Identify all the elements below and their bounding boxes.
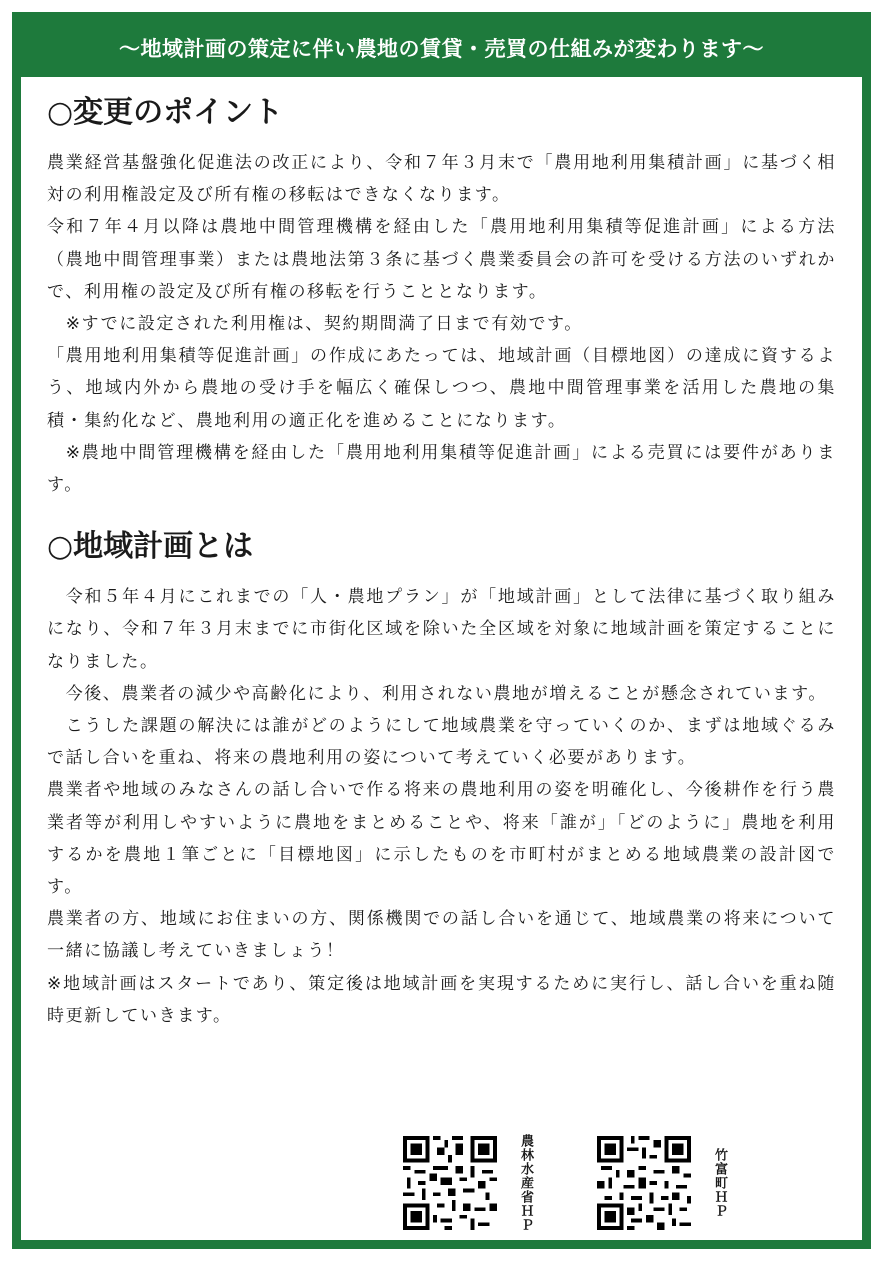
qr-code-area (21, 1134, 862, 1244)
paragraph: 今後、農業者の減少や高齢化により、利用されない農地が増えることが懸念されています。 (65, 683, 827, 704)
note-paragraph: ※すでに設定された利用権は、契約期間満了日まで有効です。 (65, 314, 583, 335)
paragraph: 「農用地利用集積等促進計画」の作成にあたっては、地域計画（目標地図）の達成に資するよう、地域内外から農地の受け手を幅広く確保しつつ、農地中間管理事業を活用した農地の集積・集約化など、農地利用の適正化を進めることになります。 (47, 346, 836, 431)
page-banner: ～地域計画の策定に伴い農地の賃貸・売買の仕組みが変わります～ (21, 21, 862, 77)
paragraph: 農業者や地域のみなさんの話し合いで作る将来の農地利用の姿を明確化し、今後耕作を行う農業者等が利用しやすいように農地をまとめることや、将来「誰が」「どのように」農地を利用するかを農地１筆ごとに「目標地図」に示したものを市町村がまとめる地域農業の設計図です。 (47, 780, 836, 898)
paragraph: こうした課題の解決には誰がどのようにして地域農業を守っていくのか、まずは地域ぐるみで話し合いを重ね、将来の農地利用の姿について考えていく必要があります。 (47, 716, 836, 769)
section-heading-change-points: ○変更のポイント (47, 95, 284, 130)
content (47, 77, 836, 1032)
note-paragraph: ※地域計画はスタートであり、策定後は地域計画を実現するために実行し、話し合いを重ね随時更新していきます。 (47, 973, 836, 1026)
town-qr-code[interactable] (597, 1136, 691, 1230)
maff-qr-code[interactable] (403, 1136, 497, 1230)
town-qr-label: 竹富町ＨＰ (712, 1148, 727, 1218)
paragraph: 令和７年４月以降は農地中間管理機構を経由した「農用地利用集積等促進計画」による方法（農地中間管理事業）または農地法第３条に基づく農業委員会の許可を受ける方法のいずれかで、利用権の設定及び所有権の移転を行うこととなります。 (47, 217, 836, 302)
paragraph: 農業者の方、地域にお住まいの方、関係機関での話し合いを通じて、地域農業の将来について一緒に協議し考えていきましょう！ (47, 909, 836, 962)
section-heading-regional-plan: ○地域計画とは (47, 529, 254, 565)
page-frame (12, 12, 871, 1249)
note-paragraph: ※農地中間管理機構を経由した「農用地利用集積等促進計画」による売買には要件があります。 (47, 442, 836, 496)
paragraph: 農業経営基盤強化促進法の改正により、令和７年３月末で「農用地利用集積計画」に基づく相対の利用権設定及び所有権の移転はできなくなります。 (47, 153, 836, 206)
maff-qr-label: 農林水産省ＨＰ (518, 1134, 533, 1232)
paragraph: 令和５年４月にこれまでの「人・農地プラン」が「地域計画」として法律に基づく取り組みになり、令和７年３月末までに市街化区域を除いた全区域を対象に地域計画を策定することになりました。 (47, 587, 836, 672)
